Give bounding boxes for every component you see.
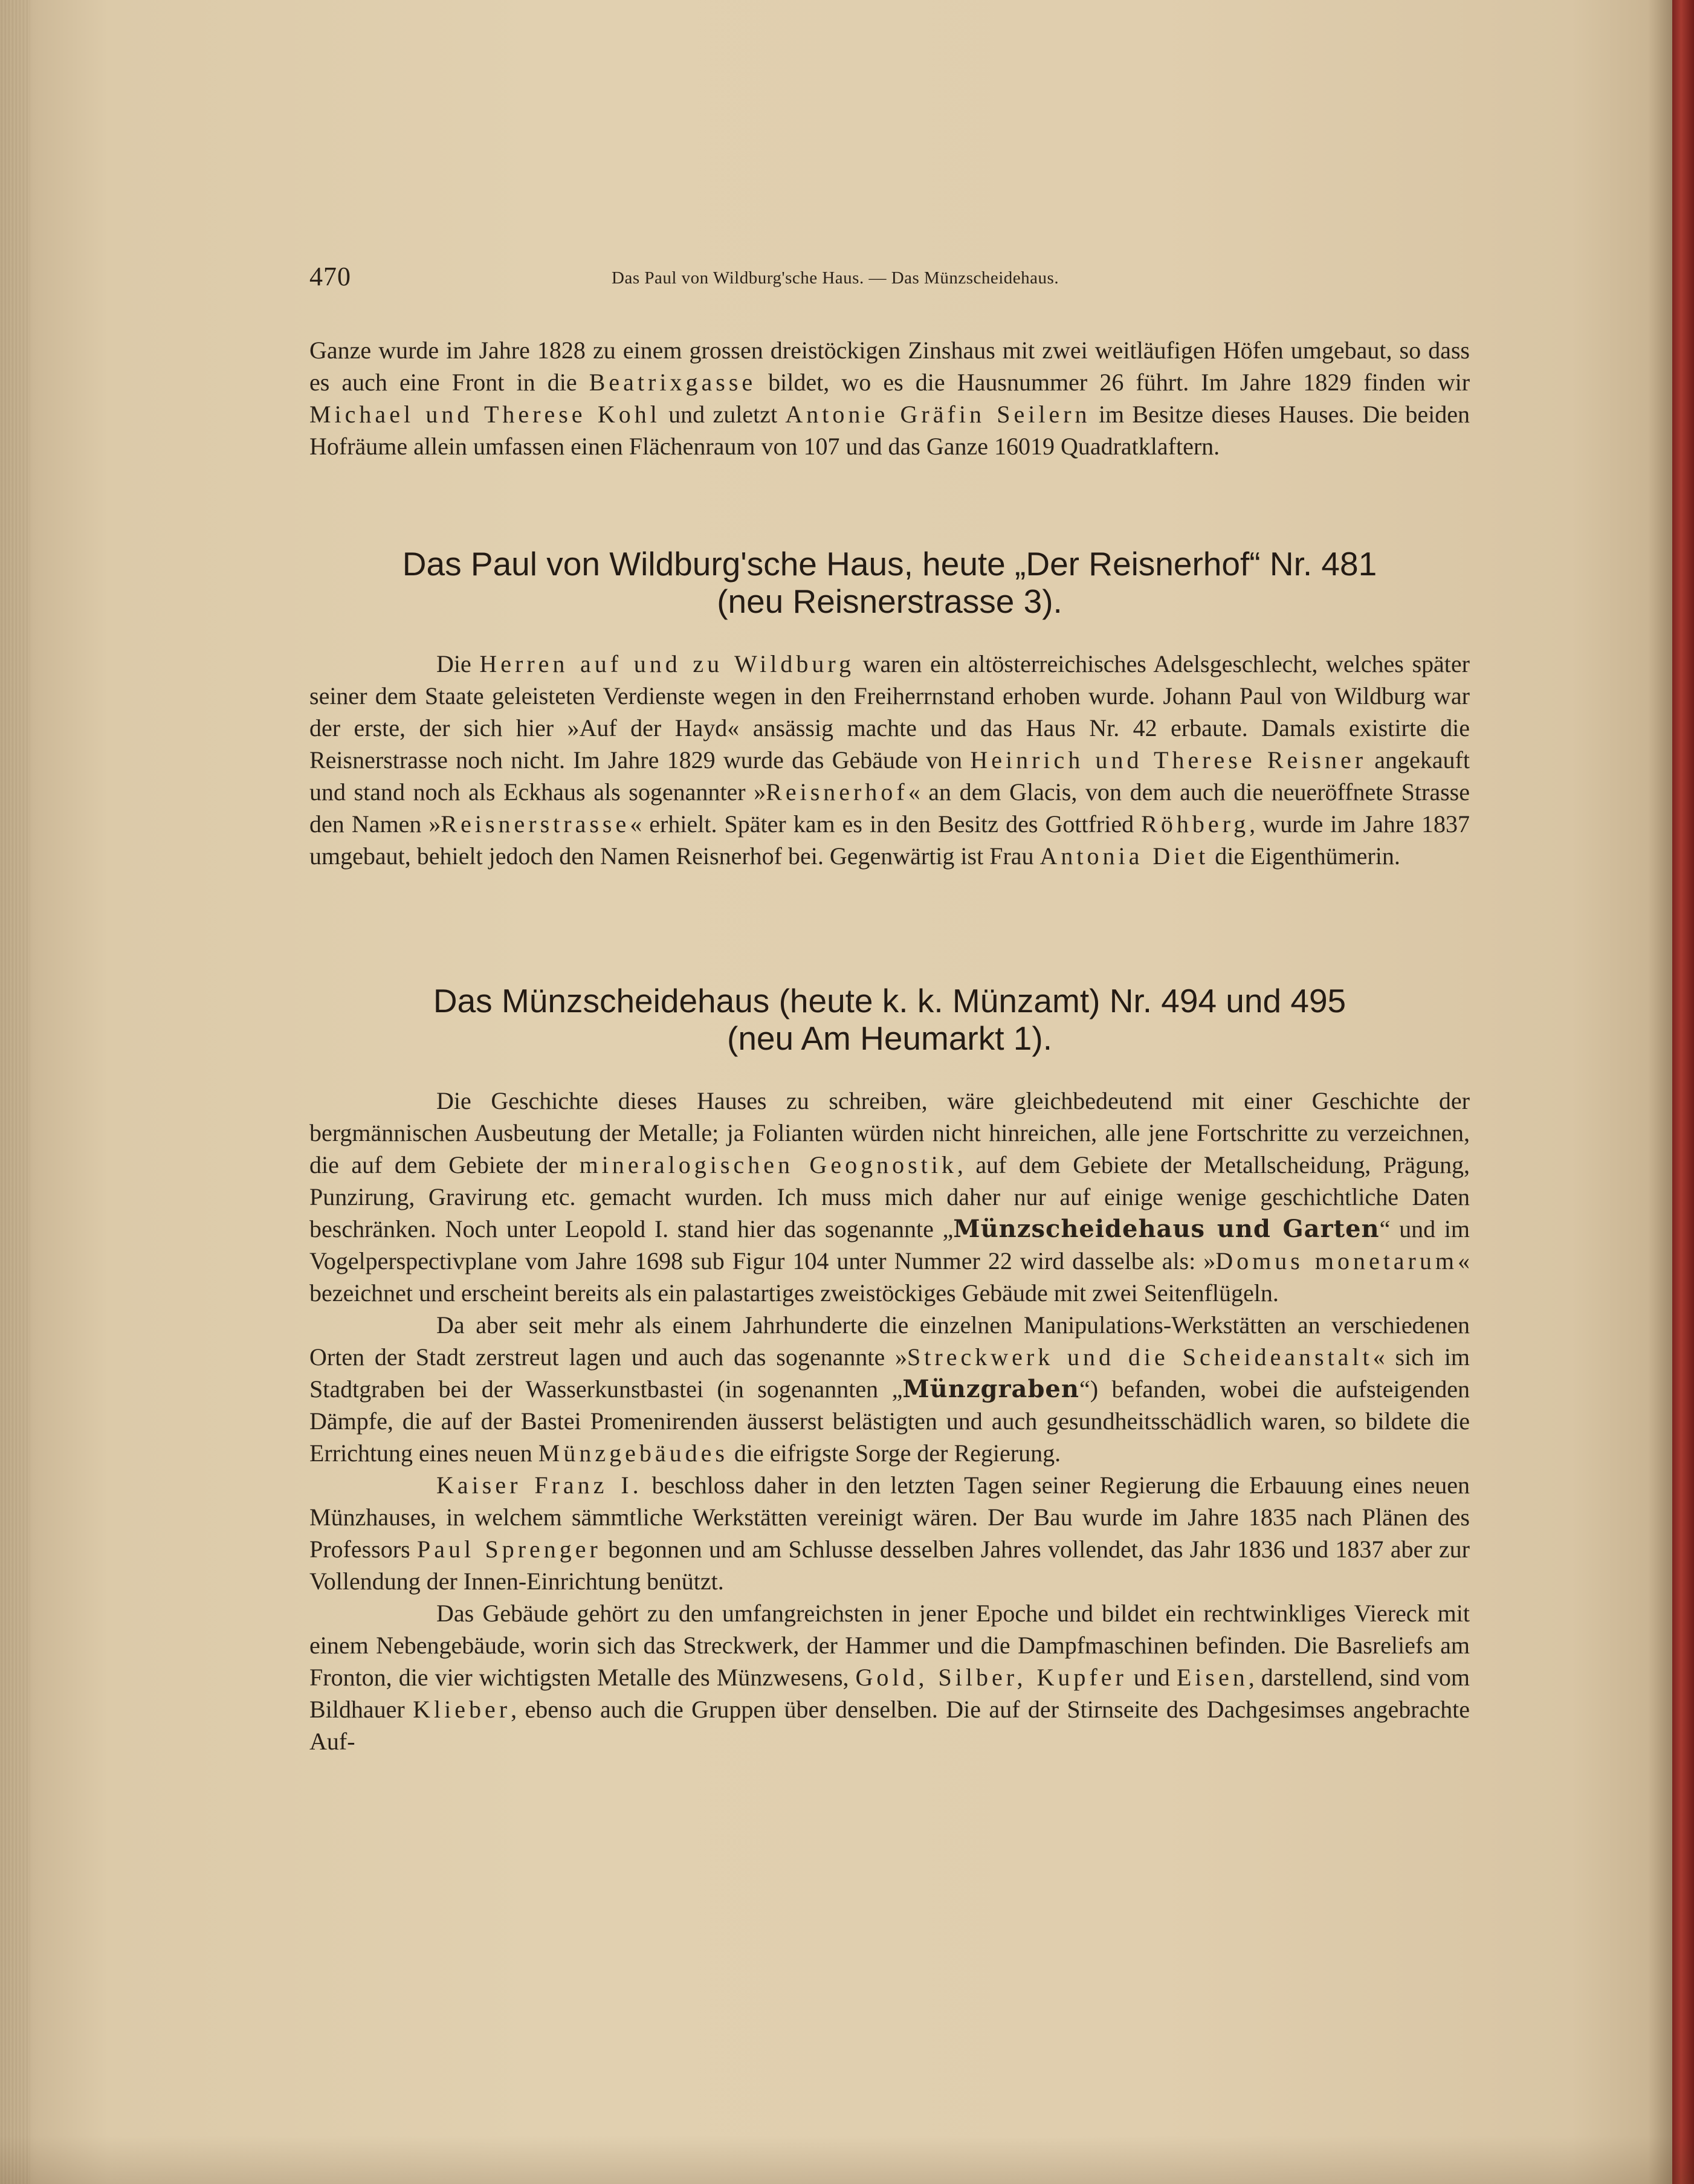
paragraph: Da aber seit mehr als einem Jahrhunderte die einzelnen Manipulations-Werkstätten an verschiedenen Orten der Stadt zerstreut lagen und auch das sogenannte »Streckwerk und die Scheideanstalt« sich im Stadtgraben bei der Wasserkunstbastei (in sogenannten „Münzgraben“) befanden, wobei die aufsteigenden Dämpfe, die auf der Bastei Promenirenden äusserst belästigten und auch gesundheitsschädlich waren, so bildete die Errichtung eines neuen Münzgebäudes die eifrigste Sorge der Regierung. xyxy=(309,1311,1470,1467)
running-title: Das Paul von Wildburg'sche Haus. — Das Münzscheidehaus. xyxy=(612,268,1059,288)
running-header xyxy=(309,261,1470,303)
page-number: 470 xyxy=(309,262,351,291)
fraktur-text: Münzscheidehaus und Garten xyxy=(953,1215,1380,1243)
paragraph: Kaiser Franz I. beschloss daher in den letzten Tagen seiner Regierung die Erbauung eines neuen Münzhauses, in welchem sämmtliche Werkstätten vereinigt wären. Der Bau wurde im Jahre 1835 nach Plänen des Professors Paul Sprenger begonnen und am Schlusse desselben Jahres vollendet, das Jahr 1836 und 1837 aber zur Vollendung der Innen-Einrichtung benützt. xyxy=(309,1472,1470,1595)
section-body-wildburg xyxy=(309,648,1470,872)
section-body-muenz xyxy=(309,1085,1470,1757)
heading-line: Das Paul von Wildburg'sche Haus, heute „Der Reisnerhof“ Nr. 481 xyxy=(402,545,1377,583)
intro-paragraph xyxy=(309,334,1470,462)
street-name: Beatrixgasse xyxy=(589,369,757,396)
intro-text: Ganze wurde im Jahre 1828 zu einem grossen dreistöckigen Zinshaus mit zwei weitläufigen Höfen umgebaut, so dass es auch eine Front in die Beatrixgasse bildet, wo es die Hausnummer 26 führt. Im Jahre 1829 finden wir Michael und Therese Kohl und zuletzt Antonie Gräfin Seilern im Besitze dieses Hauses. Die beiden Hofräume allein umfassen einen Flächenraum von 107 und das Ganze 16019 Quadratklaftern. xyxy=(309,337,1470,460)
owner-names: Michael und Therese Kohl xyxy=(309,401,661,428)
spine-shadow xyxy=(1648,0,1672,2184)
bottom-shade xyxy=(0,2136,1694,2184)
paragraph: Das Gebäude gehört zu den umfangreichsten in jener Epoche und bildet ein rechtwinkliges Viereck mit einem Nebengebäude, worin sich das Streckwerk, der Hammer und die Dampfmaschinen befinden. Die Basreliefs am Fronton, die vier wichtigsten Metalle des Münzwesens, Gold, Silber, Kupfer und Eisen, darstellend, sind vom Bildhauer Klieber, ebenso auch die Gruppen über denselben. Die auf der Stirnseite des Dachgesimses angebrachte Auf- xyxy=(309,1600,1470,1755)
paragraph: Die Geschichte dieses Hauses zu schreiben, wäre gleichbedeutend mit einer Geschichte der bergmännischen Ausbeutung der Metalle; ja Folianten würden nicht hinreichen, alle jene Fortschritte zu verzeichnen, die auf dem Gebiete der mineralogischen Geognostik, auf dem Gebiete der Metallscheidung, Prägung, Punzirung, Gravirung etc. gemacht wurden. Ich muss mich daher nur auf einige wenige geschichtliche Daten beschränken. Noch unter Leopold I. stand hier das sogenannte „Münzscheidehaus und Garten“ und im Vogelperspectivplane vom Jahre 1698 sub Figur 104 unter Nummer 22 wird dasselbe als: »Domus monetarum« bezeichnet und erscheint bereits als ein palastartiges zweistöckiges Gebäude mit zwei Seitenflügeln. xyxy=(309,1087,1470,1307)
fraktur-text: Münzgraben xyxy=(902,1375,1079,1403)
book-binding xyxy=(1672,0,1694,2184)
section-heading-wildburg xyxy=(309,545,1470,620)
heading-line: (neu Reisnerstrasse 3). xyxy=(717,583,1062,620)
paragraph: Die Herren auf und zu Wildburg waren ein altösterreichisches Adelsgeschlecht, welches später seiner dem Staate geleisteten Verdienste wegen in den Freiherrnstand erhoben wurde. Johann Paul von Wildburg war der erste, der sich hier »Auf der Hayd« ansässig machte und das Haus Nr. 42 erbaute. Damals existirte die Reisnerstrasse noch nicht. Im Jahre 1829 wurde das Gebäude von Heinrich und Therese Reisner angekauft und stand noch als Eckhaus als sogenannter »Reisnerhof« an dem Glacis, von dem auch die neueröffnete Strasse den Namen »Reisnerstrasse« erhielt. Später kam es in den Besitz des Gottfried Röhberg, wurde im Jahre 1837 umgebaut, behielt jedoch den Namen Reisnerhof bei. Gegenwärtig ist Frau Antonia Diet die Eigenthümerin. xyxy=(309,650,1470,870)
heading-line: Das Münzscheidehaus (heute k. k. Münzamt) Nr. 494 und 495 xyxy=(433,982,1346,1019)
owner-names: Antonie Gräfin Seilern xyxy=(785,401,1091,428)
page-edges xyxy=(0,0,30,2184)
heading-line: (neu Am Heumarkt 1). xyxy=(727,1019,1052,1057)
section-heading-muenz xyxy=(309,982,1470,1057)
